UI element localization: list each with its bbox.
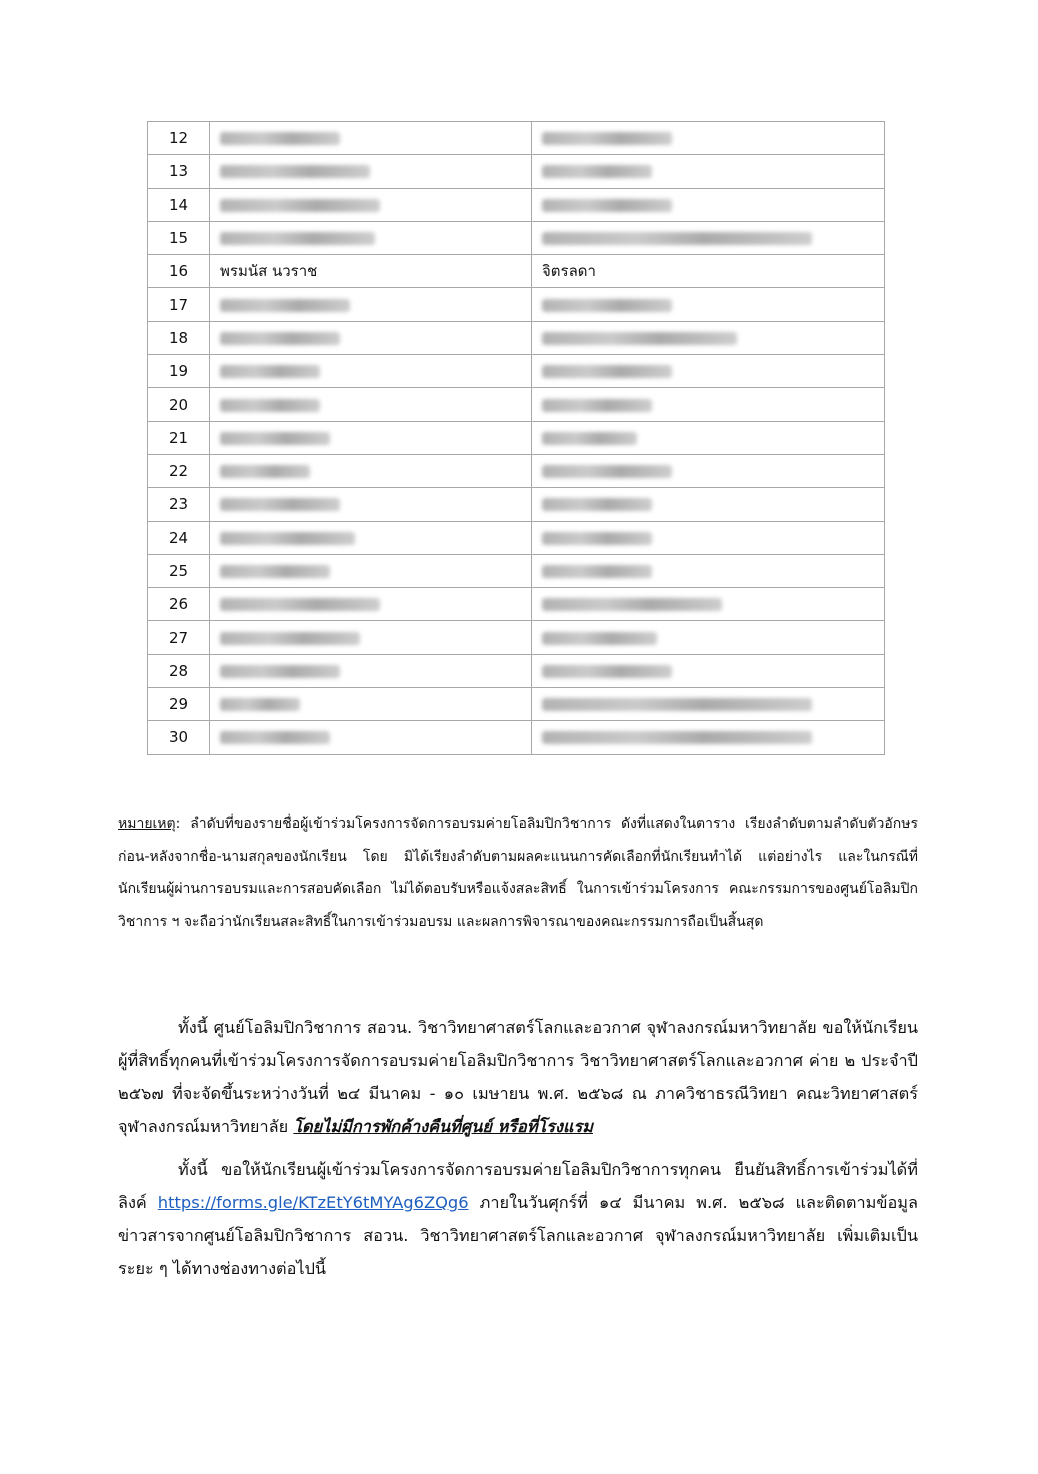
redacted-name — [220, 199, 380, 212]
redacted-name — [220, 532, 355, 545]
student-name-cell — [210, 188, 532, 221]
student-name-cell — [210, 621, 532, 654]
school-cell — [532, 621, 885, 654]
school-cell — [532, 488, 885, 521]
announcement-text: ทั้งนี้ ศูนย์โอลิมปิกวิชาการ สอวน. วิชาวิทยาศาสตร์โลกและอวกาศ จุฬาลงกรณ์มหาวิทยาลัย ขอให้นักเรียนผู้ที่สิทธิ์ทุกคนที่เข้าร่วมโครงการจัดการอบรมค่ายโอลิมปิกวิชาการ วิชาวิทยาศาสตร์โลกและอวกาศ ค่าย ๒ ประจำปี ๒๕๖๗ ที่จะจัดขึ้นระหว่างวันที่ ๒๔ มีนาคม - ๑๐ เมษายน พ.ศ. ๒๕๖๘ ณ ภาควิชาธรณีวิทยา คณะวิทยาศาสตร์ จุฬาลงกรณ์มหาวิทยาลัย — [118, 1018, 918, 1136]
student-name-cell — [210, 554, 532, 587]
row-number: 26 — [148, 588, 210, 621]
student-name-cell — [210, 588, 532, 621]
student-name-cell — [210, 221, 532, 254]
row-number: 29 — [148, 688, 210, 721]
redacted-name — [220, 365, 320, 378]
student-name-cell — [210, 688, 532, 721]
redacted-school — [542, 665, 672, 678]
confirmation-text-before: ทั้งนี้ ขอให้นักเรียนผู้เข้าร่วมโครงการจัดการอบรมค่ายโอลิมปิกวิชาการทุกคน ยืนยันสิทธิ์การเข้าร่วมได้ที่ลิงค์ — [118, 1160, 918, 1212]
row-number: 15 — [148, 221, 210, 254]
table-row — [148, 188, 885, 221]
school-cell — [532, 554, 885, 587]
redacted-name — [220, 165, 370, 178]
row-number: 12 — [148, 122, 210, 155]
redacted-name — [220, 332, 340, 345]
redacted-name — [220, 432, 330, 445]
participant-table — [147, 121, 885, 755]
student-name-cell — [210, 388, 532, 421]
table-row — [148, 588, 885, 621]
table-row — [148, 321, 885, 354]
school-cell — [532, 155, 885, 188]
school-cell — [532, 454, 885, 487]
row-number: 13 — [148, 155, 210, 188]
row-number: 28 — [148, 654, 210, 687]
student-name-cell — [210, 155, 532, 188]
school-cell — [532, 122, 885, 155]
row-number: 30 — [148, 721, 210, 754]
participant-table-body — [148, 122, 885, 755]
table-row — [148, 288, 885, 321]
redacted-name — [220, 232, 375, 245]
table-row — [148, 621, 885, 654]
student-name-cell — [210, 521, 532, 554]
school-cell — [532, 388, 885, 421]
table-row — [148, 155, 885, 188]
row-number: 19 — [148, 355, 210, 388]
student-name-cell — [210, 421, 532, 454]
redacted-school — [542, 498, 652, 511]
school-cell — [532, 355, 885, 388]
no-overnight-emphasis: โดยไม่มีการพักค้างคืนที่ศูนย์ หรือที่โรงแรม — [293, 1117, 593, 1136]
redacted-school — [542, 532, 652, 545]
redacted-school — [542, 232, 812, 245]
remark-text: : ลำดับที่ของรายชื่อผู้เข้าร่วมโครงการจัดการอบรมค่ายโอลิมปิกวิชาการ ดังที่แสดงในตาราง เรียงลำดับตามลำดับตัวอักษรก่อน-หลังจากชื่อ-นามสกุลของนักเรียน โดย มิได้เรียงลำดับตามผลคะแนนการคัดเลือกที่นักเรียนทำได้ แต่อย่างไร และในกรณีที่นักเรียนผู้ผ่านการอบรมและการสอบคัดเลือก ไม่ได้ตอบรับหรือแจ้งสละสิทธิ์ ในการเข้าร่วมโครงการ คณะกรรมการของศูนย์โอลิมปิกวิชาการ ฯ จะถือว่านักเรียนสละสิทธิ์ในการเข้าร่วมอบรม และผลการพิจารณาของคณะกรรมการถือเป็นสิ้นสุด — [118, 816, 918, 930]
confirmation-text-after: ภายในวันศุกร์ที่ ๑๔ มีนาคม พ.ศ. ๒๕๖๘ และติดตามข้อมูลข่าวสารจากศูนย์โอลิมปิกวิชาการ สอวน. วิชาวิทยาศาสตร์โลกและอวกาศ จุฬาลงกรณ์มหาวิทยาลัย เพิ่มเติมเป็นระยะ ๆ ได้ทางช่องทางต่อไปนี้ — [118, 1193, 918, 1278]
redacted-school — [542, 165, 652, 178]
redacted-name — [220, 132, 340, 145]
school-cell — [532, 688, 885, 721]
redacted-school — [542, 332, 737, 345]
redacted-school — [542, 199, 672, 212]
row-number: 25 — [148, 554, 210, 587]
remark-note — [118, 808, 918, 938]
student-name-cell — [210, 122, 532, 155]
table-row — [148, 488, 885, 521]
redacted-school — [542, 432, 637, 445]
table-row — [148, 454, 885, 487]
student-name-cell — [210, 721, 532, 754]
table-row — [148, 255, 885, 288]
school-cell — [532, 321, 885, 354]
redacted-school — [542, 731, 812, 744]
school-cell — [532, 521, 885, 554]
row-number: 24 — [148, 521, 210, 554]
redacted-school — [542, 698, 812, 711]
school-cell — [532, 421, 885, 454]
table-row — [148, 221, 885, 254]
redacted-school — [542, 632, 657, 645]
redacted-name — [220, 665, 340, 678]
table-row — [148, 721, 885, 754]
redacted-school — [542, 299, 672, 312]
row-number: 22 — [148, 454, 210, 487]
table-row — [148, 521, 885, 554]
row-number: 21 — [148, 421, 210, 454]
table-row — [148, 654, 885, 687]
student-name-cell — [210, 488, 532, 521]
table-row — [148, 388, 885, 421]
student-name-cell — [210, 288, 532, 321]
school-cell — [532, 188, 885, 221]
redacted-school — [542, 598, 722, 611]
redacted-name — [220, 465, 310, 478]
redacted-school — [542, 399, 652, 412]
row-number: 20 — [148, 388, 210, 421]
student-name-cell: พรมนัส นวราช — [210, 255, 532, 288]
redacted-name — [220, 632, 360, 645]
table-row — [148, 421, 885, 454]
table-row — [148, 355, 885, 388]
row-number: 27 — [148, 621, 210, 654]
school-cell: จิตรลดา — [532, 255, 885, 288]
redacted-name — [220, 299, 350, 312]
table-row — [148, 688, 885, 721]
table-row — [148, 122, 885, 155]
remark-label: หมายเหตุ — [118, 816, 176, 832]
redacted-school — [542, 565, 652, 578]
redacted-name — [220, 698, 300, 711]
redacted-name — [220, 731, 330, 744]
row-number: 14 — [148, 188, 210, 221]
school-cell — [532, 721, 885, 754]
student-name-cell — [210, 355, 532, 388]
row-number: 23 — [148, 488, 210, 521]
announcement-paragraph — [118, 1011, 918, 1143]
row-number: 18 — [148, 321, 210, 354]
school-cell — [532, 221, 885, 254]
school-cell — [532, 588, 885, 621]
redacted-school — [542, 132, 672, 145]
row-number: 16 — [148, 255, 210, 288]
redacted-name — [220, 598, 380, 611]
school-cell — [532, 654, 885, 687]
school-cell — [532, 288, 885, 321]
redacted-name — [220, 498, 340, 511]
student-name-cell — [210, 454, 532, 487]
redacted-school — [542, 465, 672, 478]
redacted-name — [220, 399, 320, 412]
table-row — [148, 554, 885, 587]
redacted-name — [220, 565, 330, 578]
student-name-cell — [210, 321, 532, 354]
student-name-cell — [210, 654, 532, 687]
row-number: 17 — [148, 288, 210, 321]
confirmation-form-link[interactable]: https://forms.gle/KTzEtY6tMYAg6ZQg6 — [157, 1193, 469, 1212]
redacted-school — [542, 365, 672, 378]
confirmation-paragraph — [118, 1153, 918, 1285]
